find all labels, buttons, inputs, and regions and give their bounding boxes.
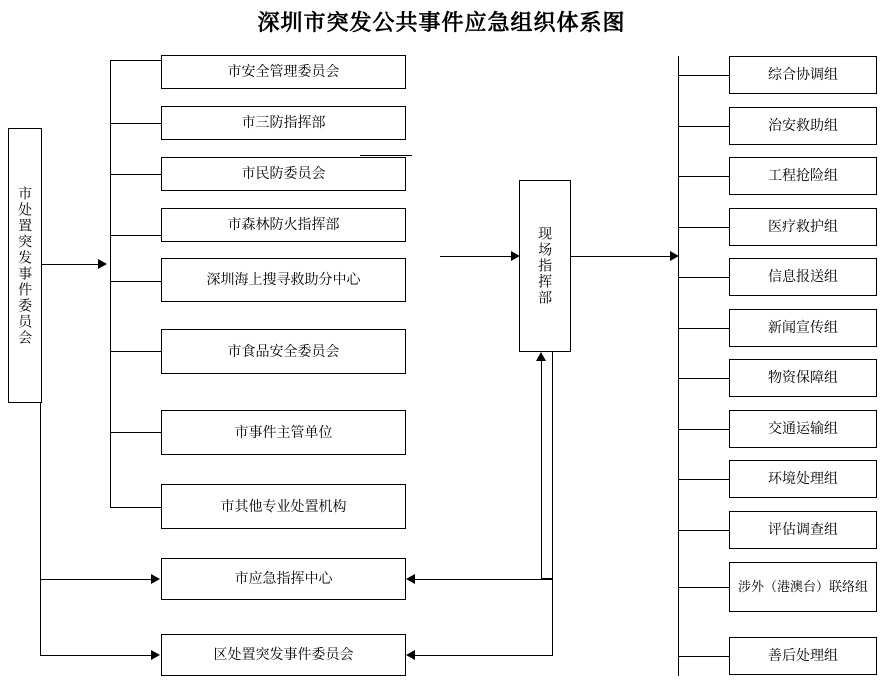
stub-right-6 [678,328,730,329]
node-right-6: 新闻宣传组 [729,309,877,347]
stub-right-9 [678,479,730,480]
leg-left-node-down [40,403,41,655]
stub-right-5 [678,277,730,278]
arrowhead-bottom-to-center-up [536,352,546,361]
stub-middle-3 [110,174,162,175]
stub-right-7 [678,378,730,379]
node-middle-6: 市食品安全委员会 [161,329,406,374]
stub-right-3 [678,176,730,177]
node-right-10: 评估调查组 [729,511,877,549]
node-right-7: 物资保障组 [729,359,877,397]
connector-center-to-bottom-1 [415,579,553,580]
connector-left-to-bottom-2 [40,655,152,656]
leg-center-down [552,352,553,580]
node-middle-3: 市民防委员会 [161,157,406,191]
stub-middle-1 [110,60,162,61]
node-middle-8: 市其他专业处置机构 [161,484,406,529]
arrowhead-center-to-bottom-1 [406,574,415,584]
stub-right-2 [678,126,730,127]
node-right-3: 工程抢险组 [729,157,877,195]
connector-middle-to-center [440,256,512,257]
stub-right-1 [678,75,730,76]
node-onsite-command: 现场指挥部 [519,180,571,352]
node-middle-1: 市安全管理委员会 [161,55,406,89]
node-right-11: 涉外（港澳台）联络组 [729,562,877,612]
stub-middle-8 [110,507,162,508]
leg-bottom-to-center-up [541,360,542,578]
bus-right-column [678,56,679,676]
arrowhead-center-to-bottom-2 [406,650,415,660]
stub-middle-4 [110,235,162,236]
stub-right-11 [678,587,730,588]
connector-center-to-right [571,256,673,257]
stub-middle-5 [110,281,162,282]
connector-center-to-bottom-2 [415,655,553,656]
stub-middle-6 [110,351,162,352]
connector-left-to-bottom-1 [40,579,152,580]
node-bottom-1: 市应急指挥中心 [161,558,406,600]
arrowhead-left-to-middle [98,259,107,269]
stub-middle-7 [110,432,162,433]
node-right-12: 善后处理组 [729,637,877,675]
page-title: 深圳市突发公共事件应急组织体系图 [257,10,626,35]
connector-left-to-middle [42,264,98,265]
connector-bottom-to-center-up [541,578,553,579]
node-right-9: 环境处理组 [729,460,877,498]
node-middle-7: 市事件主管单位 [161,410,406,455]
stub-middle-2 [110,123,162,124]
node-middle-2: 市三防指挥部 [161,106,406,140]
node-right-4: 医疗救护组 [729,208,877,246]
node-bottom-2: 区处置突发事件委员会 [161,634,406,676]
stub-right-12 [678,656,730,657]
stub-right-10 [678,530,730,531]
node-right-8: 交通运输组 [729,410,877,448]
decor-line-right-of-node-3 [360,155,412,156]
arrowhead-left-to-bottom-2 [151,650,160,660]
node-city-emergency-committee: 市处置突发事件委员会 [8,128,42,403]
arrowhead-left-to-bottom-1 [151,574,160,584]
node-middle-4: 市森林防火指挥部 [161,208,406,242]
leg-center-down-2 [552,579,553,655]
node-middle-5: 深圳海上搜寻救助分中心 [161,258,406,302]
node-right-5: 信息报送组 [729,258,877,296]
stub-right-4 [678,227,730,228]
bus-middle-column [110,60,111,508]
stub-right-8 [678,429,730,430]
node-right-1: 综合协调组 [729,56,877,94]
node-right-2: 治安救助组 [729,107,877,145]
